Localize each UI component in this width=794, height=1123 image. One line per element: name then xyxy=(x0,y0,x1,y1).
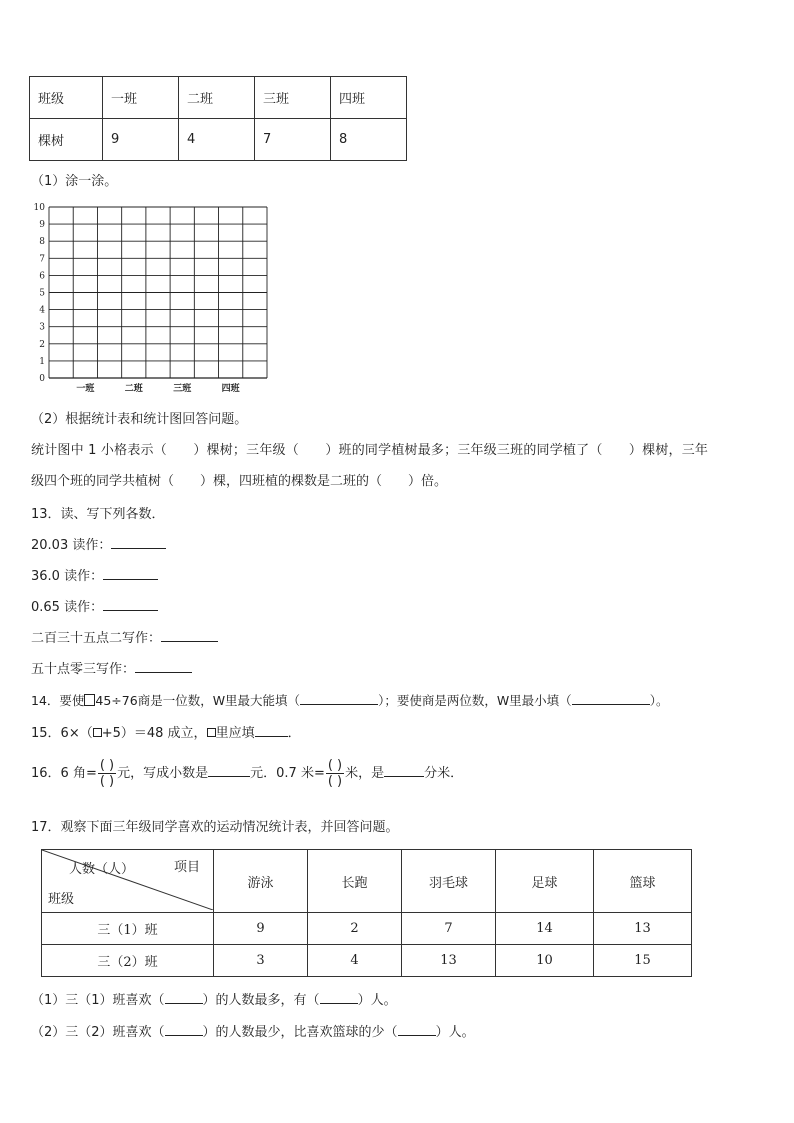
q13-item-3 xyxy=(31,596,158,615)
y-tick-label: 5 xyxy=(39,288,45,299)
row-label: 三（1）班 xyxy=(42,913,214,945)
answer-blank[interactable] xyxy=(300,692,378,705)
q17-sub-text: （2）三（2）班喜欢（ xyxy=(31,1025,165,1040)
table-cell: 9 xyxy=(103,119,179,161)
q17-sub-text: ）人。 xyxy=(435,1025,475,1040)
q13-item-label: 20.03 读作： xyxy=(31,538,112,553)
y-tick-label: 1 xyxy=(39,356,45,367)
corner-label-mid: 人数（人） xyxy=(69,862,135,877)
y-tick-label: 8 xyxy=(39,237,45,248)
column-header: 足球 xyxy=(496,850,594,913)
column-header: 篮球 xyxy=(594,850,692,913)
table-row xyxy=(42,913,692,945)
q14-text: ）。 xyxy=(649,693,669,708)
answer-blank[interactable] xyxy=(255,724,288,737)
x-category-label: 二班 xyxy=(124,384,143,394)
answer-blank[interactable] xyxy=(103,567,158,580)
table-cell: 三班 xyxy=(255,77,331,119)
table-cell: 4 xyxy=(179,119,255,161)
answer-blank[interactable] xyxy=(165,991,203,1004)
table-cell: 7 xyxy=(255,119,331,161)
fraction-denominator: ( ) xyxy=(327,774,343,789)
question-12-part1: （1）涂一涂。 xyxy=(31,174,118,189)
q14-text: 45÷76商是一位数，W里最大能填（ xyxy=(95,693,301,708)
column-header: 羽毛球 xyxy=(402,850,496,913)
sports-survey-table xyxy=(41,849,692,977)
answer-blank[interactable] xyxy=(135,660,192,673)
table-cell: 二班 xyxy=(179,77,255,119)
table-header-row xyxy=(42,850,692,913)
q13-item-2 xyxy=(31,565,158,584)
q13-item-label: 二百三十五点二写作： xyxy=(31,631,162,646)
table-cell: 13 xyxy=(594,913,692,945)
question-12-text-line1: 统计图中 1 小格表示（ ）棵树；三年级（ ）班的同学植树最多；三年级三班的同学植了（ ）棵树，三年 xyxy=(31,443,709,458)
table-cell: 4 xyxy=(308,945,402,977)
blank-box-icon xyxy=(207,728,216,737)
table-row xyxy=(30,119,407,161)
q16-text: 元．0.7 米= xyxy=(250,766,325,781)
fraction[interactable] xyxy=(98,758,116,789)
diagonal-header-cell xyxy=(42,850,214,913)
table-cell: 13 xyxy=(402,945,496,977)
y-tick-label: 0 xyxy=(39,374,45,384)
q13-item-4 xyxy=(31,627,218,646)
fraction-denominator: ( ) xyxy=(99,774,115,789)
corner-label-bottom: 班级 xyxy=(48,892,75,907)
table-cell: 四班 xyxy=(331,77,407,119)
column-header: 长跑 xyxy=(308,850,402,913)
row-label: 三（2）班 xyxy=(42,945,214,977)
q17-sub-text: ）人。 xyxy=(357,993,397,1008)
q15-text: +5）＝48 成立， xyxy=(101,726,207,741)
y-tick-label: 6 xyxy=(39,271,45,282)
corner-label-top: 项目 xyxy=(174,860,201,875)
fraction[interactable] xyxy=(326,758,344,789)
answer-blank[interactable] xyxy=(384,764,424,777)
y-tick-label: 10 xyxy=(33,203,45,213)
table-cell: 7 xyxy=(402,913,496,945)
answer-blank[interactable] xyxy=(398,1023,436,1036)
q13-item-label: 五十点零三写作： xyxy=(31,662,136,677)
answer-blank[interactable] xyxy=(103,598,158,611)
table-cell: 10 xyxy=(496,945,594,977)
table-cell: 2 xyxy=(308,913,402,945)
q17-sub-text: ）的人数最少，比喜欢篮球的少（ xyxy=(202,1025,398,1040)
y-tick-label: 9 xyxy=(39,220,45,231)
q15-text: 15．6×（ xyxy=(31,726,93,741)
q13-item-1 xyxy=(31,534,166,553)
question-17-sub1 xyxy=(31,989,397,1008)
blank-box-icon xyxy=(93,728,102,737)
x-category-label: 三班 xyxy=(173,384,192,394)
question-12-text-line2: 级四个班的同学共植树（ ）棵，四班植的棵数是二班的（ ）倍。 xyxy=(31,474,448,489)
y-tick-label: 2 xyxy=(39,339,45,350)
question-16 xyxy=(31,756,463,792)
table-cell: 14 xyxy=(496,913,594,945)
x-category-label: 四班 xyxy=(221,384,240,394)
column-header: 游泳 xyxy=(214,850,308,913)
q17-sub-text: ）的人数最多，有（ xyxy=(202,993,320,1008)
question-12-part2: （2）根据统计表和统计图回答问题。 xyxy=(31,412,248,427)
q13-item-label: 36.0 读作： xyxy=(31,569,104,584)
q14-text: 14．要使 xyxy=(31,693,85,708)
q16-text: 分米． xyxy=(424,766,464,781)
table-cell: 15 xyxy=(594,945,692,977)
answer-blank[interactable] xyxy=(572,692,650,705)
answer-blank[interactable] xyxy=(111,536,166,549)
x-category-label: 一班 xyxy=(76,384,95,394)
table-cell: 棵树 xyxy=(30,119,103,161)
y-tick-label: 3 xyxy=(39,322,45,333)
q15-text: 里应填 xyxy=(215,726,255,741)
question-14 xyxy=(31,691,668,709)
question-13-title: 13．读、写下列各数． xyxy=(31,507,165,522)
question-17-title: 17．观察下面三年级同学喜欢的运动情况统计表，并回答问题。 xyxy=(31,820,399,835)
q16-text: 元，写成小数是 xyxy=(117,766,209,781)
table-cell: 班级 xyxy=(30,77,103,119)
q13-item-5 xyxy=(31,658,192,677)
q14-text: ）；要使商是两位数，W里最小填（ xyxy=(378,693,572,708)
blank-bar-chart[interactable] xyxy=(30,198,280,398)
table-header-row xyxy=(30,77,407,119)
fraction-numerator: ( ) xyxy=(99,758,115,773)
answer-blank[interactable] xyxy=(161,629,218,642)
q16-text: 16．6 角= xyxy=(31,766,97,781)
answer-blank[interactable] xyxy=(208,764,250,777)
answer-blank[interactable] xyxy=(165,1023,203,1036)
table-cell: 9 xyxy=(214,913,308,945)
fraction-numerator: ( ) xyxy=(327,758,343,773)
y-tick-label: 4 xyxy=(39,305,45,316)
table-cell: 8 xyxy=(331,119,407,161)
q17-sub-text: （1）三（1）班喜欢（ xyxy=(31,993,165,1008)
table-cell: 一班 xyxy=(103,77,179,119)
table-cell: 3 xyxy=(214,945,308,977)
question-17-sub2 xyxy=(31,1021,475,1040)
tree-count-table xyxy=(29,76,407,161)
q13-item-label: 0.65 读作： xyxy=(31,600,104,615)
q16-text: 米，是 xyxy=(345,766,385,781)
y-tick-label: 7 xyxy=(39,254,45,265)
answer-blank[interactable] xyxy=(320,991,358,1004)
blank-box-icon xyxy=(84,694,95,706)
q15-text: ． xyxy=(287,726,301,741)
table-row xyxy=(42,945,692,977)
question-15 xyxy=(31,722,301,741)
